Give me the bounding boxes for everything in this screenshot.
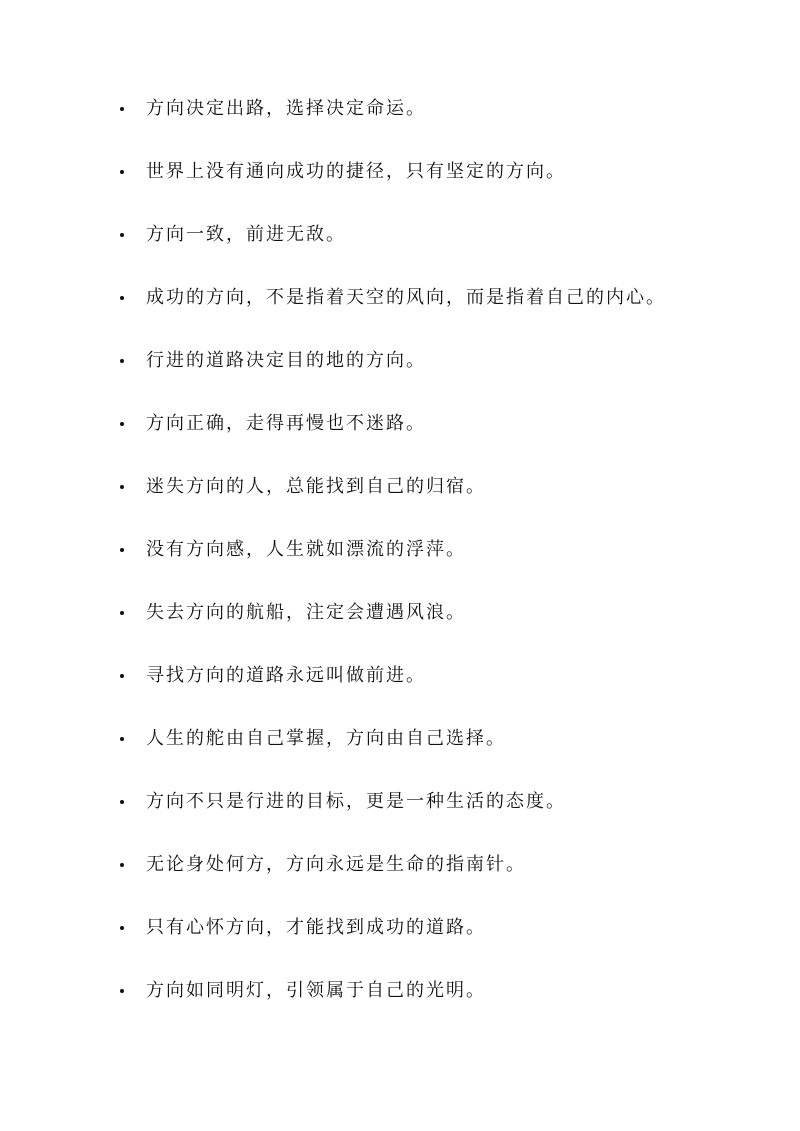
bullet-icon xyxy=(120,611,124,615)
list-item-text: 没有方向感，人生就如漂流的浮萍。 xyxy=(146,539,466,560)
list-item xyxy=(118,410,758,473)
list-item-text: 人生的舵由自己掌握，方向由自己选择。 xyxy=(146,728,506,749)
list-item xyxy=(118,536,758,599)
list-item xyxy=(118,851,758,914)
list-item xyxy=(118,158,758,221)
list-item xyxy=(118,977,758,1040)
list-item-text: 方向如同明灯，引领属于自己的光明。 xyxy=(146,980,486,1001)
list-item-text: 寻找方向的道路永远叫做前进。 xyxy=(146,665,426,686)
list-item-text: 成功的方向，不是指着天空的风向，而是指着自己的内心。 xyxy=(146,287,666,308)
list-item xyxy=(118,284,758,347)
bullet-icon xyxy=(120,674,124,678)
bullet-icon xyxy=(120,422,124,426)
list-item xyxy=(118,347,758,410)
list-item-text: 行进的道路决定目的地的方向。 xyxy=(146,350,426,371)
bullet-icon xyxy=(120,359,124,363)
bullet-icon xyxy=(120,989,124,993)
bullet-icon xyxy=(120,233,124,237)
list-item-text: 方向决定出路，选择决定命运。 xyxy=(146,98,426,119)
list-item-text: 世界上没有通向成功的捷径，只有坚定的方向。 xyxy=(146,161,566,182)
bullet-icon xyxy=(120,107,124,111)
list-item-text: 方向正确，走得再慢也不迷路。 xyxy=(146,413,426,434)
list-item xyxy=(118,473,758,536)
list-item xyxy=(118,788,758,851)
list-item-text: 只有心怀方向，才能找到成功的道路。 xyxy=(146,917,486,938)
bullet-icon xyxy=(120,548,124,552)
list-item-text: 无论身处何方，方向永远是生命的指南针。 xyxy=(146,854,526,875)
list-item xyxy=(118,95,758,158)
list-item-text: 失去方向的航船，注定会遭遇风浪。 xyxy=(146,602,466,623)
list-item xyxy=(118,914,758,977)
list-item xyxy=(118,725,758,788)
bullet-icon xyxy=(120,485,124,489)
bullet-icon xyxy=(120,296,124,300)
list-item xyxy=(118,662,758,725)
list-item-text: 迷失方向的人，总能找到自己的归宿。 xyxy=(146,476,486,497)
list-item-text: 方向不只是行进的目标，更是一种生活的态度。 xyxy=(146,791,566,812)
list-item-text: 方向一致，前进无敌。 xyxy=(146,224,346,245)
list-item xyxy=(118,221,758,284)
bullet-icon xyxy=(120,737,124,741)
bullet-icon xyxy=(120,863,124,867)
bullet-icon xyxy=(120,800,124,804)
quote-list xyxy=(118,95,758,1040)
bullet-icon xyxy=(120,170,124,174)
list-item xyxy=(118,599,758,662)
bullet-icon xyxy=(120,926,124,930)
